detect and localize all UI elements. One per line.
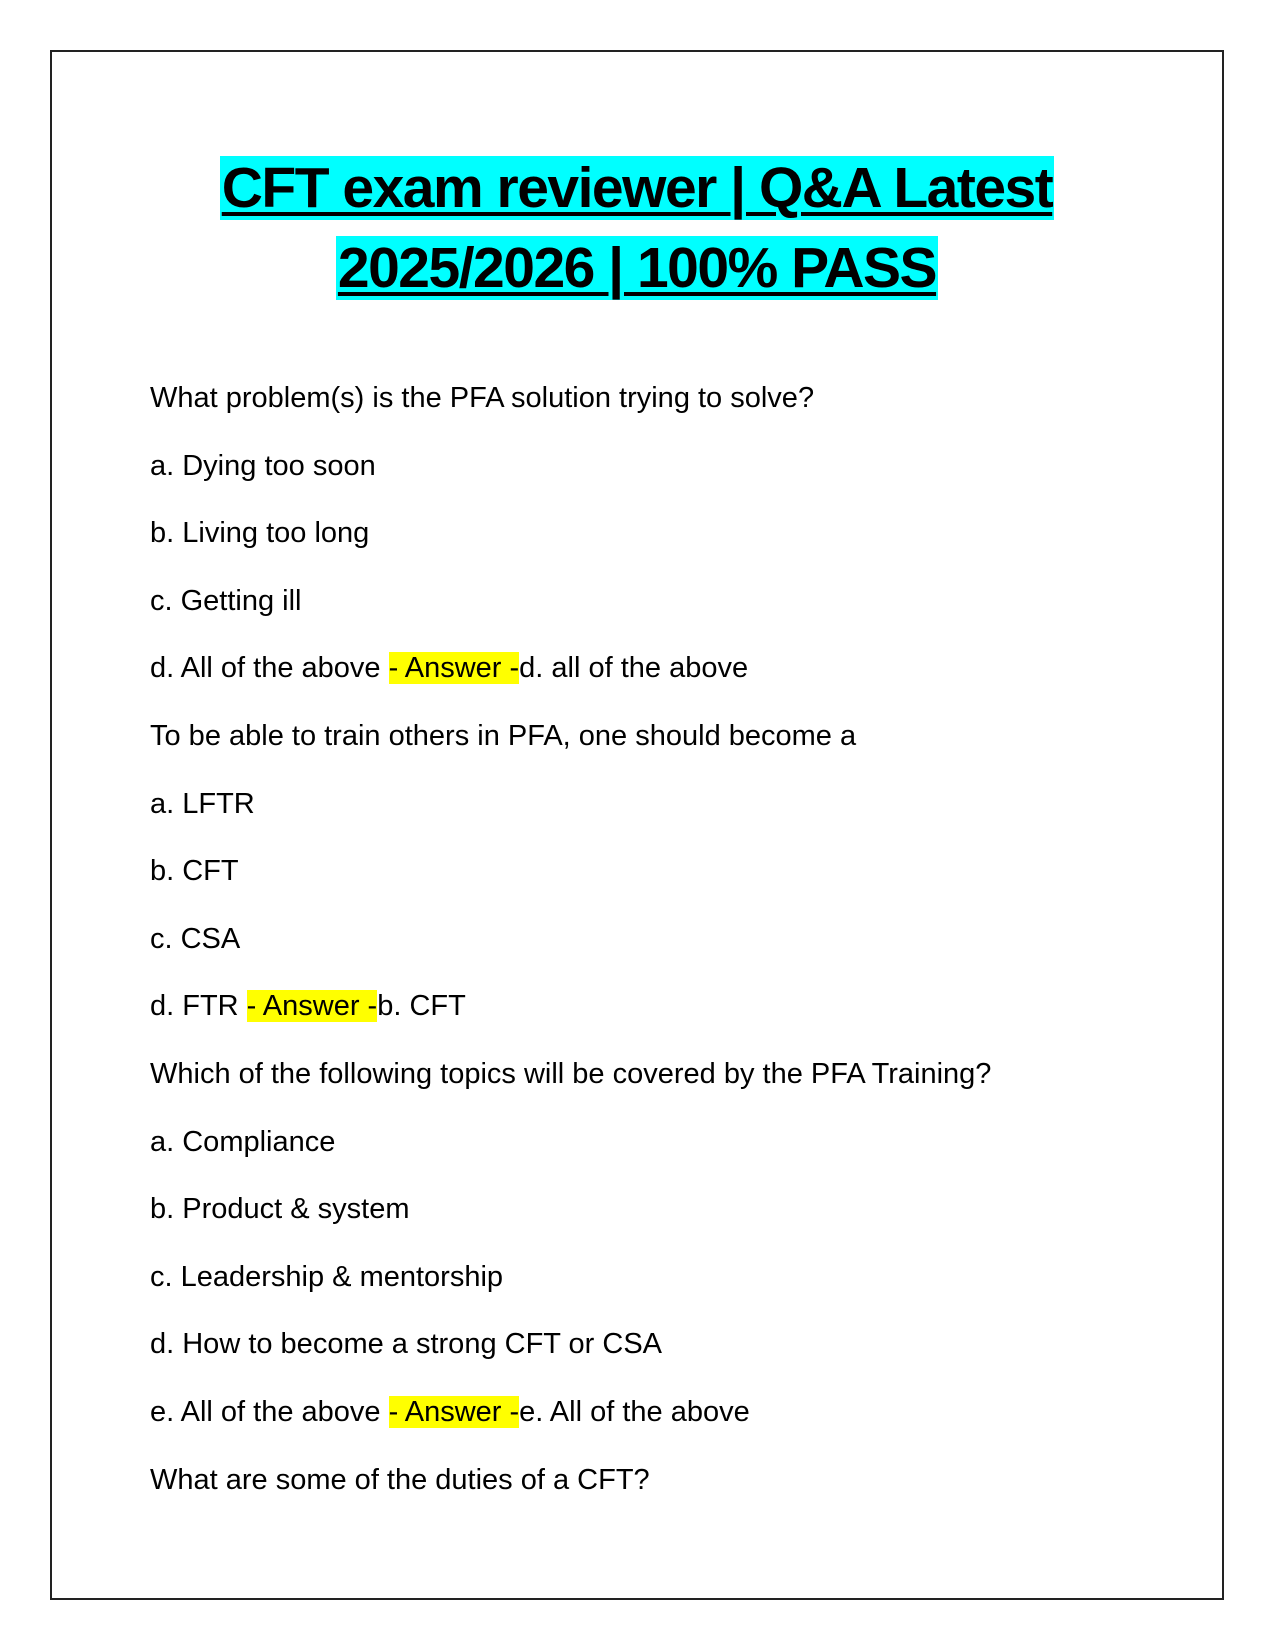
question-text: Which of the following topics will be covered by the PFA Training? — [150, 1057, 992, 1090]
answer-line — [150, 973, 1150, 1041]
answer-marker: - Answer - — [388, 1395, 520, 1428]
option-text: e. All of the above — [150, 1395, 389, 1428]
qa-content — [150, 365, 1150, 1514]
option-text: a. Compliance — [150, 1125, 336, 1158]
answer-text: b. CFT — [377, 990, 466, 1023]
option-text: b. Product & system — [150, 1193, 410, 1226]
option-text: a. Dying too soon — [150, 449, 376, 482]
option-text: d. All of the above — [150, 652, 389, 685]
title-line-2: 2025/2026 | 100% PASS — [337, 236, 937, 300]
option-text: d. How to become a strong CFT or CSA — [150, 1328, 663, 1361]
option-text: c. Getting ill — [150, 584, 302, 617]
answer-marker: - Answer - — [246, 990, 378, 1023]
answer-marker: - Answer - — [388, 652, 520, 685]
question-text: To be able to train others in PFA, one should become a — [150, 719, 857, 752]
answer-line — [150, 1379, 1150, 1447]
answer-text: e. All of the above — [519, 1395, 750, 1428]
option-text: c. CSA — [150, 922, 241, 955]
title-line-1: CFT exam reviewer | Q&A Latest — [221, 156, 1053, 220]
option-text: a. LFTR — [150, 787, 255, 820]
question-text: What are some of the duties of a CFT? — [150, 1463, 650, 1496]
option-text: d. FTR — [150, 990, 247, 1023]
question-text: What problem(s) is the PFA solution trying to solve? — [150, 382, 815, 414]
answer-text: d. all of the above — [519, 652, 749, 685]
document-title — [60, 148, 1214, 308]
option-text: b. Living too long — [150, 517, 370, 550]
option-text: c. Leadership & mentorship — [150, 1260, 504, 1293]
answer-line — [150, 635, 1150, 703]
option-text: b. CFT — [150, 855, 239, 888]
